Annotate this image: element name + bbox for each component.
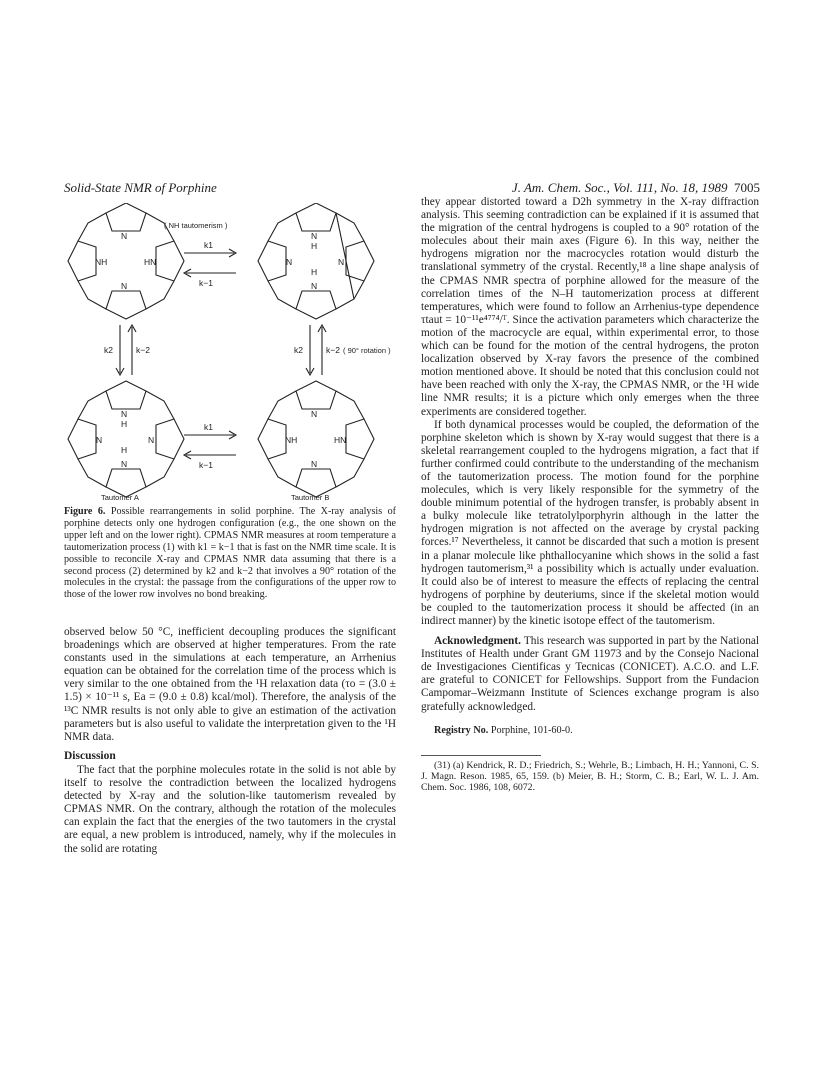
atom-label: NH — [95, 257, 108, 267]
atom-label: N — [121, 231, 128, 241]
arrow-k1-bottom — [184, 431, 236, 439]
left-column-body — [64, 626, 396, 856]
atom-label: HN — [144, 257, 157, 267]
atom-label: N — [148, 435, 155, 445]
registry-text: Porphine, 101-60-0. — [490, 724, 573, 736]
atom-label: HN — [334, 435, 347, 445]
rate-k-1-label: k−1 — [199, 460, 213, 470]
figure-6-diagram — [64, 203, 396, 503]
atom-label: N — [286, 257, 293, 267]
running-title: Solid-State NMR of Porphine — [64, 180, 217, 195]
atom-label: N — [311, 409, 318, 419]
journal-citation: J. Am. Chem. Soc., Vol. 111, No. 18, 1989 — [511, 180, 728, 195]
atom-label: N — [121, 281, 128, 291]
nh-tautomerism-label: ( NH tautomerism ) — [164, 221, 228, 230]
atom-label: N — [121, 459, 128, 469]
arrow-k-2-right — [318, 325, 326, 375]
tautomer-b-label: Tautomer B — [291, 493, 330, 502]
acknowledgment — [421, 635, 759, 714]
acknowledgment-label: Acknowledgment. — [434, 635, 521, 648]
arrow-k-2-left — [128, 325, 136, 375]
atom-label: N — [311, 231, 318, 241]
rate-k1-label: k1 — [204, 422, 213, 432]
rate-k-1-label: k−1 — [199, 278, 213, 288]
atom-label: N — [338, 257, 345, 267]
acknowledgment-text: This research was supported in part by the National Institutes of Health under Grant GM 11973 and by the Consejo Nacional de Investigaciones Cientificas y Tecnicas (CONICET). A.C.O. and L.F. are grateful to CONICET for Fellowships. Support from the Fundacion Campomar–Weizmann Institute of Sciences exchange program is also gratefully acknowledged. — [421, 635, 759, 713]
journal-header — [512, 180, 760, 196]
atom-label: H — [311, 241, 318, 251]
registry-number — [421, 724, 759, 737]
page-number: 7005 — [734, 180, 760, 195]
arrow-k2-right — [306, 325, 314, 375]
discussion-heading: Discussion — [64, 749, 116, 762]
rate-k2-label: k2 — [294, 345, 303, 355]
arrow-k-1-top — [184, 269, 236, 277]
atom-label: N — [121, 409, 128, 419]
figure-caption-label: Figure 6. — [64, 506, 106, 517]
rate-k-2-label: k−2 — [136, 345, 150, 355]
left-paragraph-2: The fact that the porphine molecules rotate in the solid is not able by itself to resolve the contradiction between the localized hydrogens detected by X-ray and the solution-like tautomerism revealed by CPMAS NMR. On the contrary, although the rotation of the molecules can explain the fact that the energies of the two tautomers in the crystal are equal, a new problem is introduced, namely, why if the molecules in the solid are rotating — [64, 763, 396, 855]
tautomer-a-label: Tautomer A — [101, 493, 139, 502]
arrow-k2-left — [116, 325, 124, 375]
atom-label: H — [311, 267, 318, 277]
figure-caption-text: Possible rearrangements in solid porphine. The X-ray analysis of porphine detects only one hydrogen configuration (e.g., the one shown on the upper left and on the lower right). CPMAS NMR measures at room temperature a tautomerization process (1) with k1 = k−1 that is fast on the NMR time scale. It is possible to reconcile X-ray and CPMAS NMR data assuming that there is a second process (2) determined by k2 and k−2 that involves a 90° rotation of the molecules in the crystal: the passage from the configurations of the upper row to those of the lower row involves no bond breaking. — [64, 506, 396, 601]
arrow-k1-top — [184, 249, 236, 257]
rate-k-2-label: k−2 — [326, 345, 340, 355]
right-paragraph-2: If both dynamical processes would be coupled, the deformation of the porphine skeleton which is shown by X-ray would suggest that there is a skeletal rearrangement coupled to the hydrogens migration, a fact that if further confirmed could contribute to the understanding of the mechanism of the tautomerization process. The motion found for the porphine molecules, which is very likely responsible for the symmetry of the double minimum potential of the hydrogen transfer, is probably absent in a bulky molecule like tetratolylporphyrin although in the latter the hydrogen migration is not affected on the average by crystal packing forces.¹⁷ Nevertheless, it cannot be discarded that such a motion is present in a planar molecule like phthallocyanine which shows in the solid a fast hydrogen tautomerism,³¹ a possibility which is actually under evaluation. It could also be of interest to measure the effects of replacing the central hydrogens of porphine by deuteriums, since if the skeletal motion would be coupled to the tautomerization process it should be affected (in an indirect manner) by the kinetic isotope effect of the tautomerism. — [421, 418, 759, 627]
rotation-label: ( 90° rotation ) — [343, 346, 391, 355]
atom-label: NH — [285, 435, 298, 445]
atom-label: H — [121, 445, 128, 455]
right-column-body — [421, 196, 759, 793]
porphine-lower-left — [68, 381, 184, 497]
registry-label: Registry No. — [434, 724, 489, 736]
atom-label: N — [96, 435, 103, 445]
porphine-upper-right — [258, 203, 374, 319]
arrow-k-1-bottom — [184, 451, 236, 459]
rate-k1-label: k1 — [204, 240, 213, 250]
atom-label: N — [311, 281, 318, 291]
right-paragraph-1: they appear distorted toward a D2h symmetry in the X-ray diffraction analysis. This seeming contradiction can be explained if it is assumed that the migration of the central hydrogens is coupled to a 90° rotation of the molecules about their main axes (Figure 6). In this way, neither the hydrogens migration nor the macrocycles rotation would disturb the translational symmetry of the crystal. Recently,¹⁸ a line shape analysis of the CPMAS NMR spectra of porphine allowed for the measure of the correlation times of the N–H tautomerization process at different temperatures, which were found to follow an Arrhenius-type dependence τtaut = 10⁻¹¹e⁴⁷⁷⁴/ᵀ. Since the activation parameters which characterize the motion of the macrocycle are equal, within experimental error, to those which can be found for the motion of the central hydrogens, the proton localization observed by X-ray favors the presence of the combined motion mentioned above. It should be noted that this conclusion could not have been reached with only the X-ray, the CPMAS NMR, or the ¹H wide line NMR results; it is a picture which only emerges when the three experiments are considered together. — [421, 196, 759, 418]
rate-k2-label: k2 — [104, 345, 113, 355]
atom-label: H — [121, 419, 128, 429]
left-paragraph-1: observed below 50 °C, inefficient decoupling produces the significant broadenings which are observed at higher temperatures. From the rate constants used in the simulations at each temperature, an Arrhenius equation can be obtained for the correlation time of the process which is very similar to the one obtained from the ¹H relaxation data (τo = (3.0 ± 1.5) × 10⁻¹¹ s, Ea = (9.0 ± 0.8) kcal/mol). Therefore, the analysis of the ¹³C NMR results is not only able to give an estimation of the activation parameters but is also useful to validate the interpretation given to the ¹H NMR data. — [64, 626, 396, 743]
atom-label: N — [311, 459, 318, 469]
footnote-31: (31) (a) Kendrick, R. D.; Friedrich, S.; Wehrle, B.; Limbach, H. H.; Yannoni, C. S. J. Magn. Reson. 1985, 65, 159. (b) Meier, B. H.; Storm, C. B.; Earl, W. L. J. Am. Chem. Soc. 1986, 108, 6072. — [421, 759, 759, 793]
porphine-lower-right — [258, 381, 374, 497]
figure-caption — [64, 506, 396, 601]
footnote-rule — [421, 755, 541, 756]
